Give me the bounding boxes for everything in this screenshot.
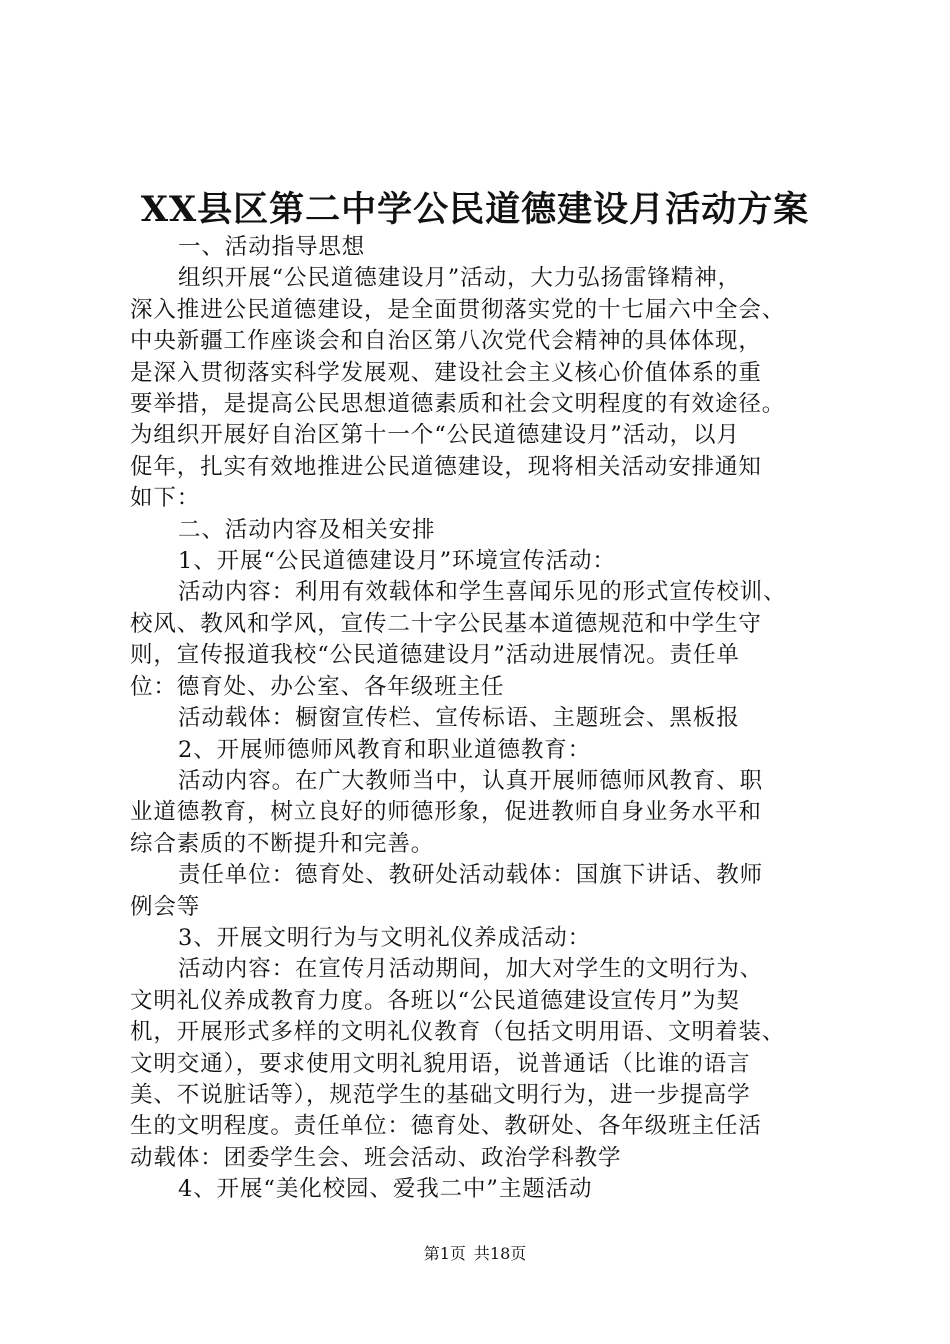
body-line: 一、活动指导思想 (178, 234, 366, 260)
body-line: 2、开展师德师风教育和职业道德教育： (178, 736, 592, 763)
page-total: 共18页 (473, 1244, 527, 1263)
body-line: 是深入贯彻落实科学发展观、建设社会主义核心价值体系的重 (130, 359, 762, 386)
body-line: 机，开展形式多样的文明礼仪教育（包括文明用语、文明着装、 (130, 1019, 786, 1046)
body-line: 活动内容：利用有效载体和学生喜闻乐见的形式宣传校训、 (178, 579, 787, 606)
body-line: 动载体：团委学生会、班会活动、政治学科教学 (130, 1144, 622, 1171)
body-line: 深入推进公民道德建设，是全面贯彻落实党的十七届六中全会、 (130, 296, 786, 323)
body-line: 则，宣传报道我校“公民道德建设月”活动进展情况。责任单 (130, 642, 740, 669)
body-line: 如下： (130, 485, 201, 512)
body-line: 活动内容。在广大教师当中，认真开展师德师风教育、职 (178, 767, 764, 794)
body-line: 4、开展“美化校园、爱我二中”主题活动 (178, 1176, 593, 1203)
body-line: 美、不说脏话等），规范学生的基础文明行为，进一步提高学 (130, 1081, 751, 1108)
body-line: 生的文明程度。责任单位：德育处、教研处、各年级班主任活 (130, 1113, 762, 1140)
body-line: 综合素质的不断提升和完善。 (130, 830, 435, 857)
body-line: 责任单位：德育处、教研处活动载体：国旗下讲话、教师 (178, 862, 764, 889)
body-line: 活动内容：在宣传月活动期间，加大对学生的文明行为、 (178, 956, 764, 983)
body-line: 为组织开展好自治区第十一个“公民道德建设月”活动，以月 (130, 422, 740, 449)
page-number: 第1页 (423, 1244, 466, 1263)
body-line: 位：德育处、办公室、各年级班主任 (130, 673, 505, 700)
page-footer (0, 1243, 950, 1265)
body-line: 文明礼仪养成教育力度。各班以“公民道德建设宣传月”为契 (130, 987, 740, 1014)
body-line: 3、开展文明行为与文明礼仪养成活动： (178, 924, 592, 951)
body-line: 1、开展“公民道德建设月”环境宣传活动： (178, 548, 616, 575)
body-line: 校风、教风和学风，宣传二十字公民基本道德规范和中学生守 (130, 610, 762, 637)
body-line: 例会等 (130, 893, 201, 920)
body-line: 要举措，是提高公民思想道德素质和社会文明程度的有效途径。 (130, 391, 786, 418)
body-line: 活动载体：橱窗宣传栏、宣传标语、主题班会、黑板报 (178, 705, 740, 732)
document-title: XX县区第二中学公民道德建设月活动方案 (140, 189, 810, 230)
body-line: 中央新疆工作座谈会和自治区第八次党代会精神的具体体现， (130, 328, 762, 355)
body-line: 文明交通），要求使用文明礼貌用语，说普通话（比谁的语言 (130, 1050, 751, 1077)
body-line: 促年，扎实有效地推进公民道德建设，现将相关活动安排通知 (130, 453, 762, 480)
body-line: 业道德教育，树立良好的师德形象，促进教师自身业务水平和 (130, 799, 762, 826)
body-line: 组织开展“公民道德建设月”活动，大力弘扬雷锋精神， (178, 265, 742, 292)
document-body (130, 232, 830, 1206)
body-line: 二、活动内容及相关安排 (178, 516, 436, 543)
